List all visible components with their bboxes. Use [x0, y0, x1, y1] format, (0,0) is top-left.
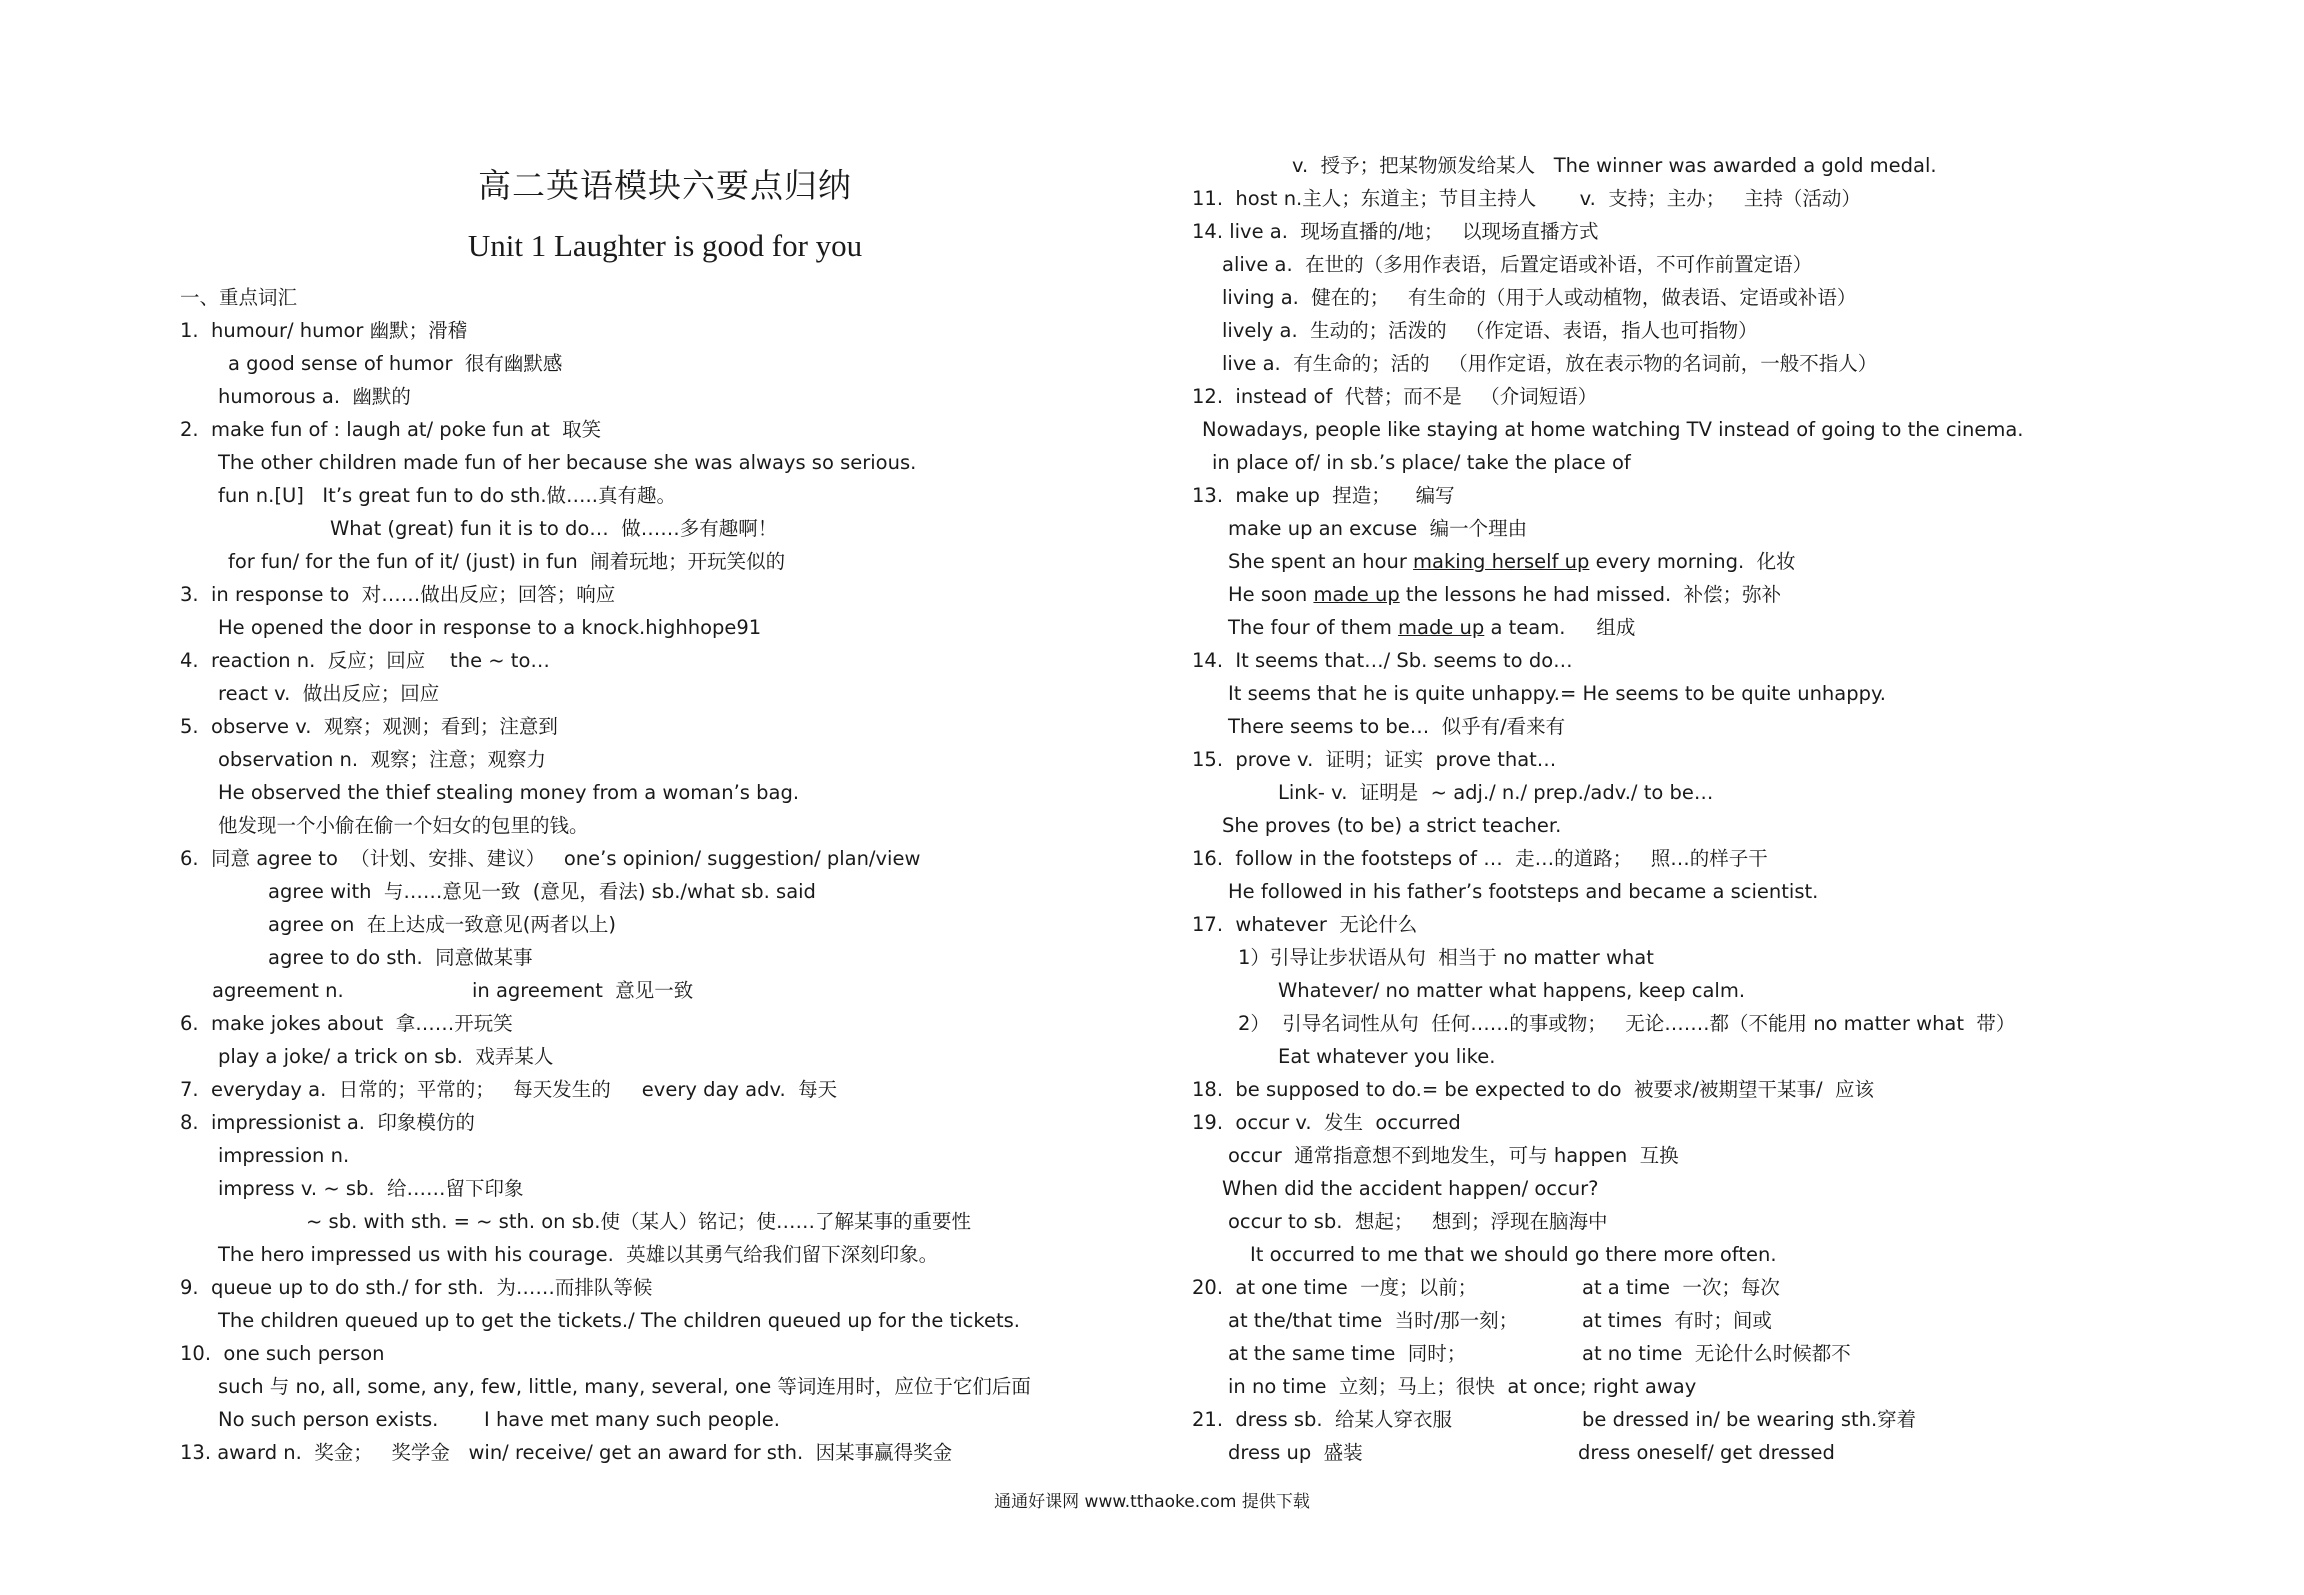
vocab-line: 8. impressionist a. 印象模仿的	[180, 1111, 475, 1134]
vocab-line: agreement n.	[212, 979, 344, 1002]
vocab-line: He observed the thief stealing money from a woman’s bag.	[218, 781, 800, 804]
vocab-line: 18. be supposed to do.= be expected to do 被要求/被期望干某事/ 应该	[1192, 1078, 1874, 1101]
vocab-line: It occurred to me that we should go there more often.	[1250, 1243, 1777, 1266]
vocab-line: 11. host n.主人；东道主；节目主持人 v. 支持；主办； 主持（活动）	[1192, 187, 1861, 210]
vocab-line: 14. live a. 现场直播的/地； 以现场直播方式	[1192, 220, 1599, 243]
vocab-line: It seems that he is quite unhappy.= He seems to be quite unhappy.	[1228, 682, 1886, 705]
vocab-line: lively a. 生动的；活泼的 （作定语、表语，指人也可指物）	[1222, 319, 1758, 342]
vocab-line: 20. at one time 一度；以前；	[1192, 1276, 1478, 1299]
vocab-line: make up an excuse 编一个理由	[1228, 517, 1528, 540]
vocab-line: agree to do sth. 同意做某事	[268, 946, 533, 969]
vocab-line: 4. reaction n. 反应；回应 the ~ to…	[180, 649, 550, 672]
vocab-line: Eat whatever you like.	[1278, 1045, 1496, 1068]
vocab-line: 2） 引导名词性从句 任何……的事或物； 无论…….都（不能用 no matter what 带）	[1238, 1012, 2016, 1035]
vocab-line: What (great) fun it is to do… 做……多有趣啊！	[330, 517, 778, 540]
vocab-line: 13. make up 捏造； 编写	[1192, 484, 1455, 507]
vocab-line: 6. 同意 agree to （计划、安排、建议） one’s opinion/ suggestion/ plan/view	[180, 847, 921, 870]
vocab-line: impress v. ~ sb. 给……留下印象	[218, 1177, 524, 1200]
vocab-line: observation n. 观察；注意；观察力	[218, 748, 546, 771]
vocab-line: be dressed in/ be wearing sth.穿着	[1582, 1408, 1917, 1431]
unit-title: Unit 1 Laughter is good for you	[467, 228, 863, 263]
vocab-line: such 与 no, all, some, any, few, little, many, several, one 等词连用时，应位于它们后面	[218, 1375, 1031, 1398]
vocab-line: 13. award n. 奖金； 奖学金 win/ receive/ get an award for sth. 因某事赢得奖金	[180, 1441, 953, 1464]
vocab-line: at the same time 同时；	[1228, 1342, 1467, 1365]
vocab-line	[1228, 582, 1781, 608]
underlined-phrase: made up	[1313, 583, 1400, 606]
vocab-line: occur 通常指意想不到地发生，可与 happen 互换	[1228, 1144, 1679, 1167]
vocab-line: 3. in response to 对……做出反应；回答；响应	[180, 583, 616, 606]
vocab-line: 6. make jokes about 拿……开玩笑	[180, 1012, 513, 1035]
vocab-line: The other children made fun of her because she was always so serious.	[218, 451, 917, 474]
vocab-line: a good sense of humor 很有幽默感	[228, 352, 563, 375]
vocab-line: alive a. 在世的（多用作表语，后置定语或补语，不可作前置定语）	[1222, 253, 1813, 276]
vocab-line: in place of/ in sb.’s place/ take the place of	[1212, 451, 1631, 474]
vocab-line: When did the accident happen/ occur?	[1222, 1177, 1599, 1200]
vocab-line: agree on 在上达成一致意见(两者以上)	[268, 913, 617, 936]
vocab-line: occur to sb. 想起； 想到；浮现在脑海中	[1228, 1210, 1608, 1233]
vocab-line: 1）引导让步状语从句 相当于 no matter what	[1238, 946, 1654, 969]
vocab-line: 5. observe v. 观察；观测；看到；注意到	[180, 715, 558, 738]
underlined-phrase: making herself up	[1413, 550, 1590, 573]
vocab-line: at the/that time 当时/那一刻；	[1228, 1309, 1519, 1332]
vocab-line: 他发现一个小偷在偷一个妇女的包里的钱。	[218, 814, 589, 837]
vocab-line: She proves (to be) a strict teacher.	[1222, 814, 1562, 837]
section-heading: 一、重点词汇	[180, 286, 298, 309]
vocab-line	[1228, 615, 1635, 641]
vocab-line: agree with 与……意见一致 (意见，看法) sb./what sb. said	[268, 880, 816, 903]
vocab-line: 1. humour/ humor 幽默；滑稽	[180, 319, 468, 342]
vocab-line: Whatever/ no matter what happens, keep calm.	[1278, 979, 1746, 1002]
vocab-line: at times 有时；间或	[1582, 1309, 1772, 1332]
vocab-line: 9. queue up to do sth./ for sth. 为……而排队等候	[180, 1276, 653, 1299]
example-text: The four of them	[1228, 616, 1399, 639]
vocab-line: 2. make fun of : laugh at/ poke fun at 取笑	[180, 418, 602, 441]
vocab-line: play a joke/ a trick on sb. 戏弄某人	[218, 1045, 554, 1068]
vocab-line: 21. dress sb. 给某人穿衣服	[1192, 1408, 1453, 1431]
page-title: 高二英语模块六要点归纳	[478, 166, 852, 205]
vocab-line: 16. follow in the footsteps of … 走…的道路； 照…的样子干	[1192, 847, 1768, 870]
vocab-line: There seems to be… 似乎有/看来有	[1228, 715, 1566, 738]
vocab-line: 17. whatever 无论什么	[1192, 913, 1418, 936]
underlined-phrase: made up	[1398, 616, 1485, 639]
vocab-line: 19. occur v. 发生 occurred	[1192, 1111, 1461, 1134]
vocab-line: Nowadays, people like staying at home watching TV instead of going to the cinema.	[1202, 418, 2024, 441]
vocab-line: Link- v. 证明是 ~ adj./ n./ prep./adv./ to be…	[1278, 781, 1714, 804]
vocab-line: live a. 有生命的；活的 （用作定语，放在表示物的名词前，一般不指人）	[1222, 352, 1878, 375]
vocab-line: dress up 盛装	[1228, 1441, 1363, 1464]
vocab-line: dress oneself/ get dressed	[1578, 1441, 1835, 1464]
example-text: a team. 组成	[1484, 616, 1636, 639]
vocab-line: react v. 做出反应；回应	[218, 682, 440, 705]
vocab-line: He followed in his father’s footsteps and became a scientist.	[1228, 880, 1819, 903]
vocab-line: ~ sb. with sth. = ~ sth. on sb.使（某人）铭记；使……了解某事的重要性	[306, 1210, 971, 1233]
vocab-line	[1228, 549, 1796, 575]
vocab-line: living a. 健在的； 有生命的（用于人或动植物，做表语、定语或补语）	[1222, 286, 1857, 309]
vocab-line: The hero impressed us with his courage. 英雄以其勇气给我们留下深刻印象。	[218, 1243, 939, 1266]
page-footer: 通通好课网 www.tthaoke.com 提供下载	[994, 1492, 1310, 1512]
vocab-line: at a time 一次；每次	[1582, 1276, 1780, 1299]
example-text: every morning. 化妆	[1589, 550, 1796, 573]
vocab-line: humorous a. 幽默的	[218, 385, 411, 408]
vocab-line: He opened the door in response to a knock.highhope91	[218, 616, 762, 639]
vocab-line: 15. prove v. 证明；证实 prove that…	[1192, 748, 1557, 771]
vocab-line: fun n.[U] It’s great fun to do sth.做…..真有趣。	[218, 484, 676, 507]
example-text: the lessons he had missed. 补偿；弥补	[1399, 583, 1782, 606]
vocab-line: v. 授予；把某物颁发给某人 The winner was awarded a gold medal.	[1292, 154, 1937, 177]
vocab-line: 10. one such person	[180, 1342, 385, 1365]
example-text: She spent an hour	[1228, 550, 1414, 573]
vocab-line: 12. instead of 代替；而不是 （介词短语）	[1192, 385, 1598, 408]
vocab-line: in no time 立刻；马上；很快 at once; right away	[1228, 1375, 1697, 1398]
vocab-line: 7. everyday a. 日常的；平常的； 每天发生的 every day adv. 每天	[180, 1078, 838, 1101]
example-text: He soon	[1228, 583, 1314, 606]
vocab-line: No such person exists.	[218, 1408, 439, 1431]
vocab-line: 14. It seems that…/ Sb. seems to do…	[1192, 649, 1573, 672]
vocab-line: in agreement 意见一致	[472, 979, 694, 1002]
vocab-line: I have met many such people.	[484, 1408, 780, 1431]
vocab-line: impression n.	[218, 1144, 350, 1167]
vocab-line: The children queued up to get the tickets./ The children queued up for the tickets.	[218, 1309, 1020, 1332]
vocab-line: at no time 无论什么时候都不	[1582, 1342, 1851, 1365]
vocab-line: for fun/ for the fun of it/ (just) in fun 闹着玩地；开玩笑似的	[228, 550, 786, 573]
